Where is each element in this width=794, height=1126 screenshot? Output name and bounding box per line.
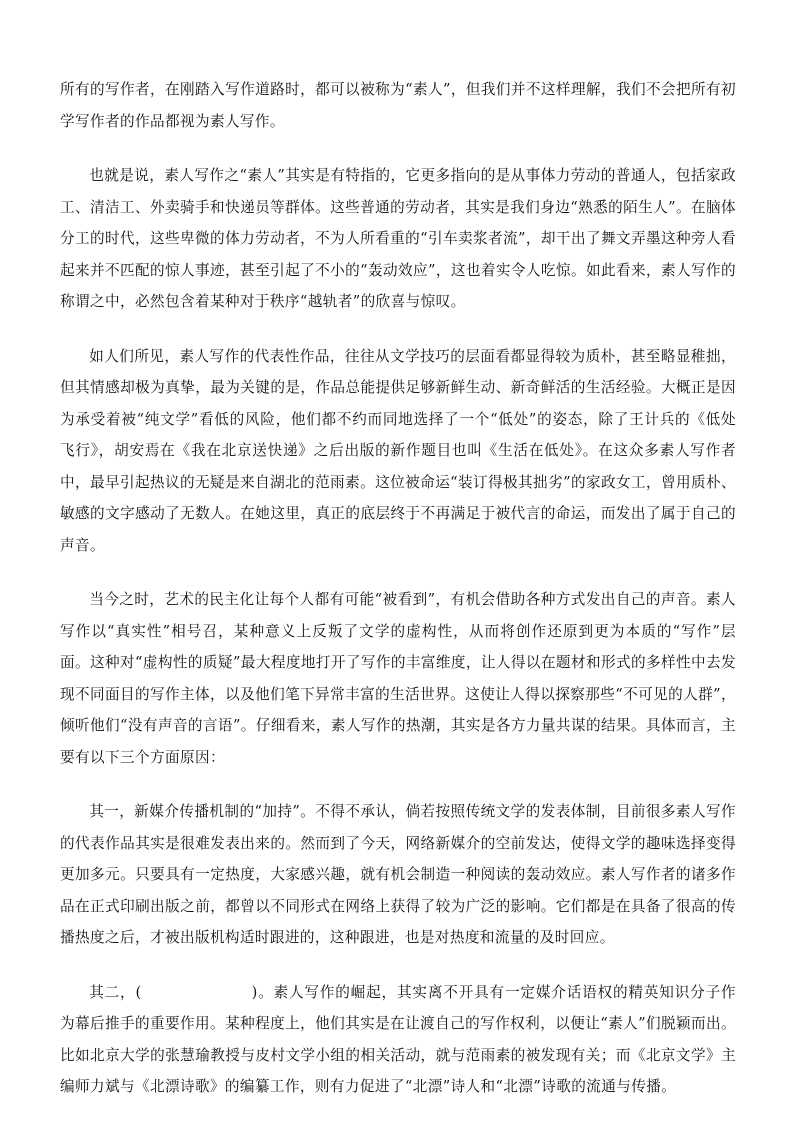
paragraph-6-rest: )。素人写作的崛起，其实离不开具有一定媒介话语权的精英知识分子作为幕后推手的重要作用。某种程度上，他们其实是在让渡自己的写作权利，以便让“素人”们脱颖而出。比如北京大学的张慧瑜教授与皮村文学小组的相关活动，就与范雨素的被发现有关；而《北京文学》主编师力斌与《北漂诗歌》的编纂工作，则有力促进了“北漂”诗人和“北漂”诗歌的流通与传播。 [60,983,737,1095]
paragraph-6-lead: 其二，( [89,983,142,1001]
paragraph-4: 当今之时，艺术的民主化让每个人都有可能“被看到”，有机会借助各种方式发出自己的声音。素人写作以“真实性”相号召，某种意义上反叛了文学的虚构性，从而将创作还原到更为本质的“写作”层面。这种对“虚构性的质疑”最大程度地打开了写作的丰富维度，让人得以在题材和形式的多样性中去发现不同面目的写作主体，以及他们笔下异常丰富的生活世界。这使让人得以探察那些“不可见的人群”，倾听他们“没有声音的言语”。仔细看来，素人写作的热潮，其实是各方力量共谋的结果。具体而言，主要有以下三个方面原因： [60,591,736,766]
paragraph-1: 所有的写作者，在刚踏入写作道路时，都可以被称为“素人”，但我们并不这样理解，我们不会把所有初学写作者的作品都视为素人写作。 [60,81,736,130]
document-page [60,74,736,1126]
paragraph-6 [60,977,736,1103]
paragraph-2: 也就是说，素人写作之“素人”其实是有特指的，它更多指向的是从事体力劳动的普通人，包括家政工、清洁工、外卖骑手和快递员等群体。这些普通的劳动者，其实是我们身边“熟悉的陌生人”。在脑体分工的时代，这些卑微的体力劳动者，不为人所看重的“引车卖浆者流”，却干出了舞文弄墨这种旁人看起来并不匹配的惊人事迹，甚至引起了不小的“轰动效应”，这也着实令人吃惊。如此看来，素人写作的称谓之中，必然包含着某种对于秩序“越轨者”的欣喜与惊叹。 [60,167,736,310]
paragraph-5: 其一，新媒介传播机制的“加持”。不得不承认，倘若按照传统文学的发表体制，目前很多素人写作的代表作品其实是很难发表出来的。然而到了今天，网络新媒介的空前发达，使得文学的趣味选择变得更加多元。只要具有一定热度，大家感兴趣，就有机会制造一种阅读的轰动效应。素人写作者的诸多作品在正式印刷出版之前，都曾以不同形式在网络上获得了较为广泛的影响。它们都是在具备了很高的传播热度之后，才被出版机构适时跟进的，这种跟进，也是对热度和流量的及时回应。 [60,803,736,946]
paragraph-3: 如人们所见，素人写作的代表性作品，往往从文学技巧的层面看都显得较为质朴，甚至略显稚拙，但其情感却极为真挚，最为关键的是，作品总能提供足够新鲜生动、新奇鲜活的生活经验。大概正是因为承受着被“纯文学”看低的风险，他们都不约而同地选择了一个“低处”的姿态，除了王计兵的《低处飞行》，胡安焉在《我在北京送快递》之后出版的新作题目也叫《生活在低处》。在这众多素人写作者中，最早引起热议的无疑是来自湖北的范雨素。这位被命运“装订得极其拙劣”的家政女工，曾用质朴、敏感的文字感动了无数人。在她这里，真正的底层终于不再满足于被代言的命运，而发出了属于自己的声音。 [60,347,736,554]
